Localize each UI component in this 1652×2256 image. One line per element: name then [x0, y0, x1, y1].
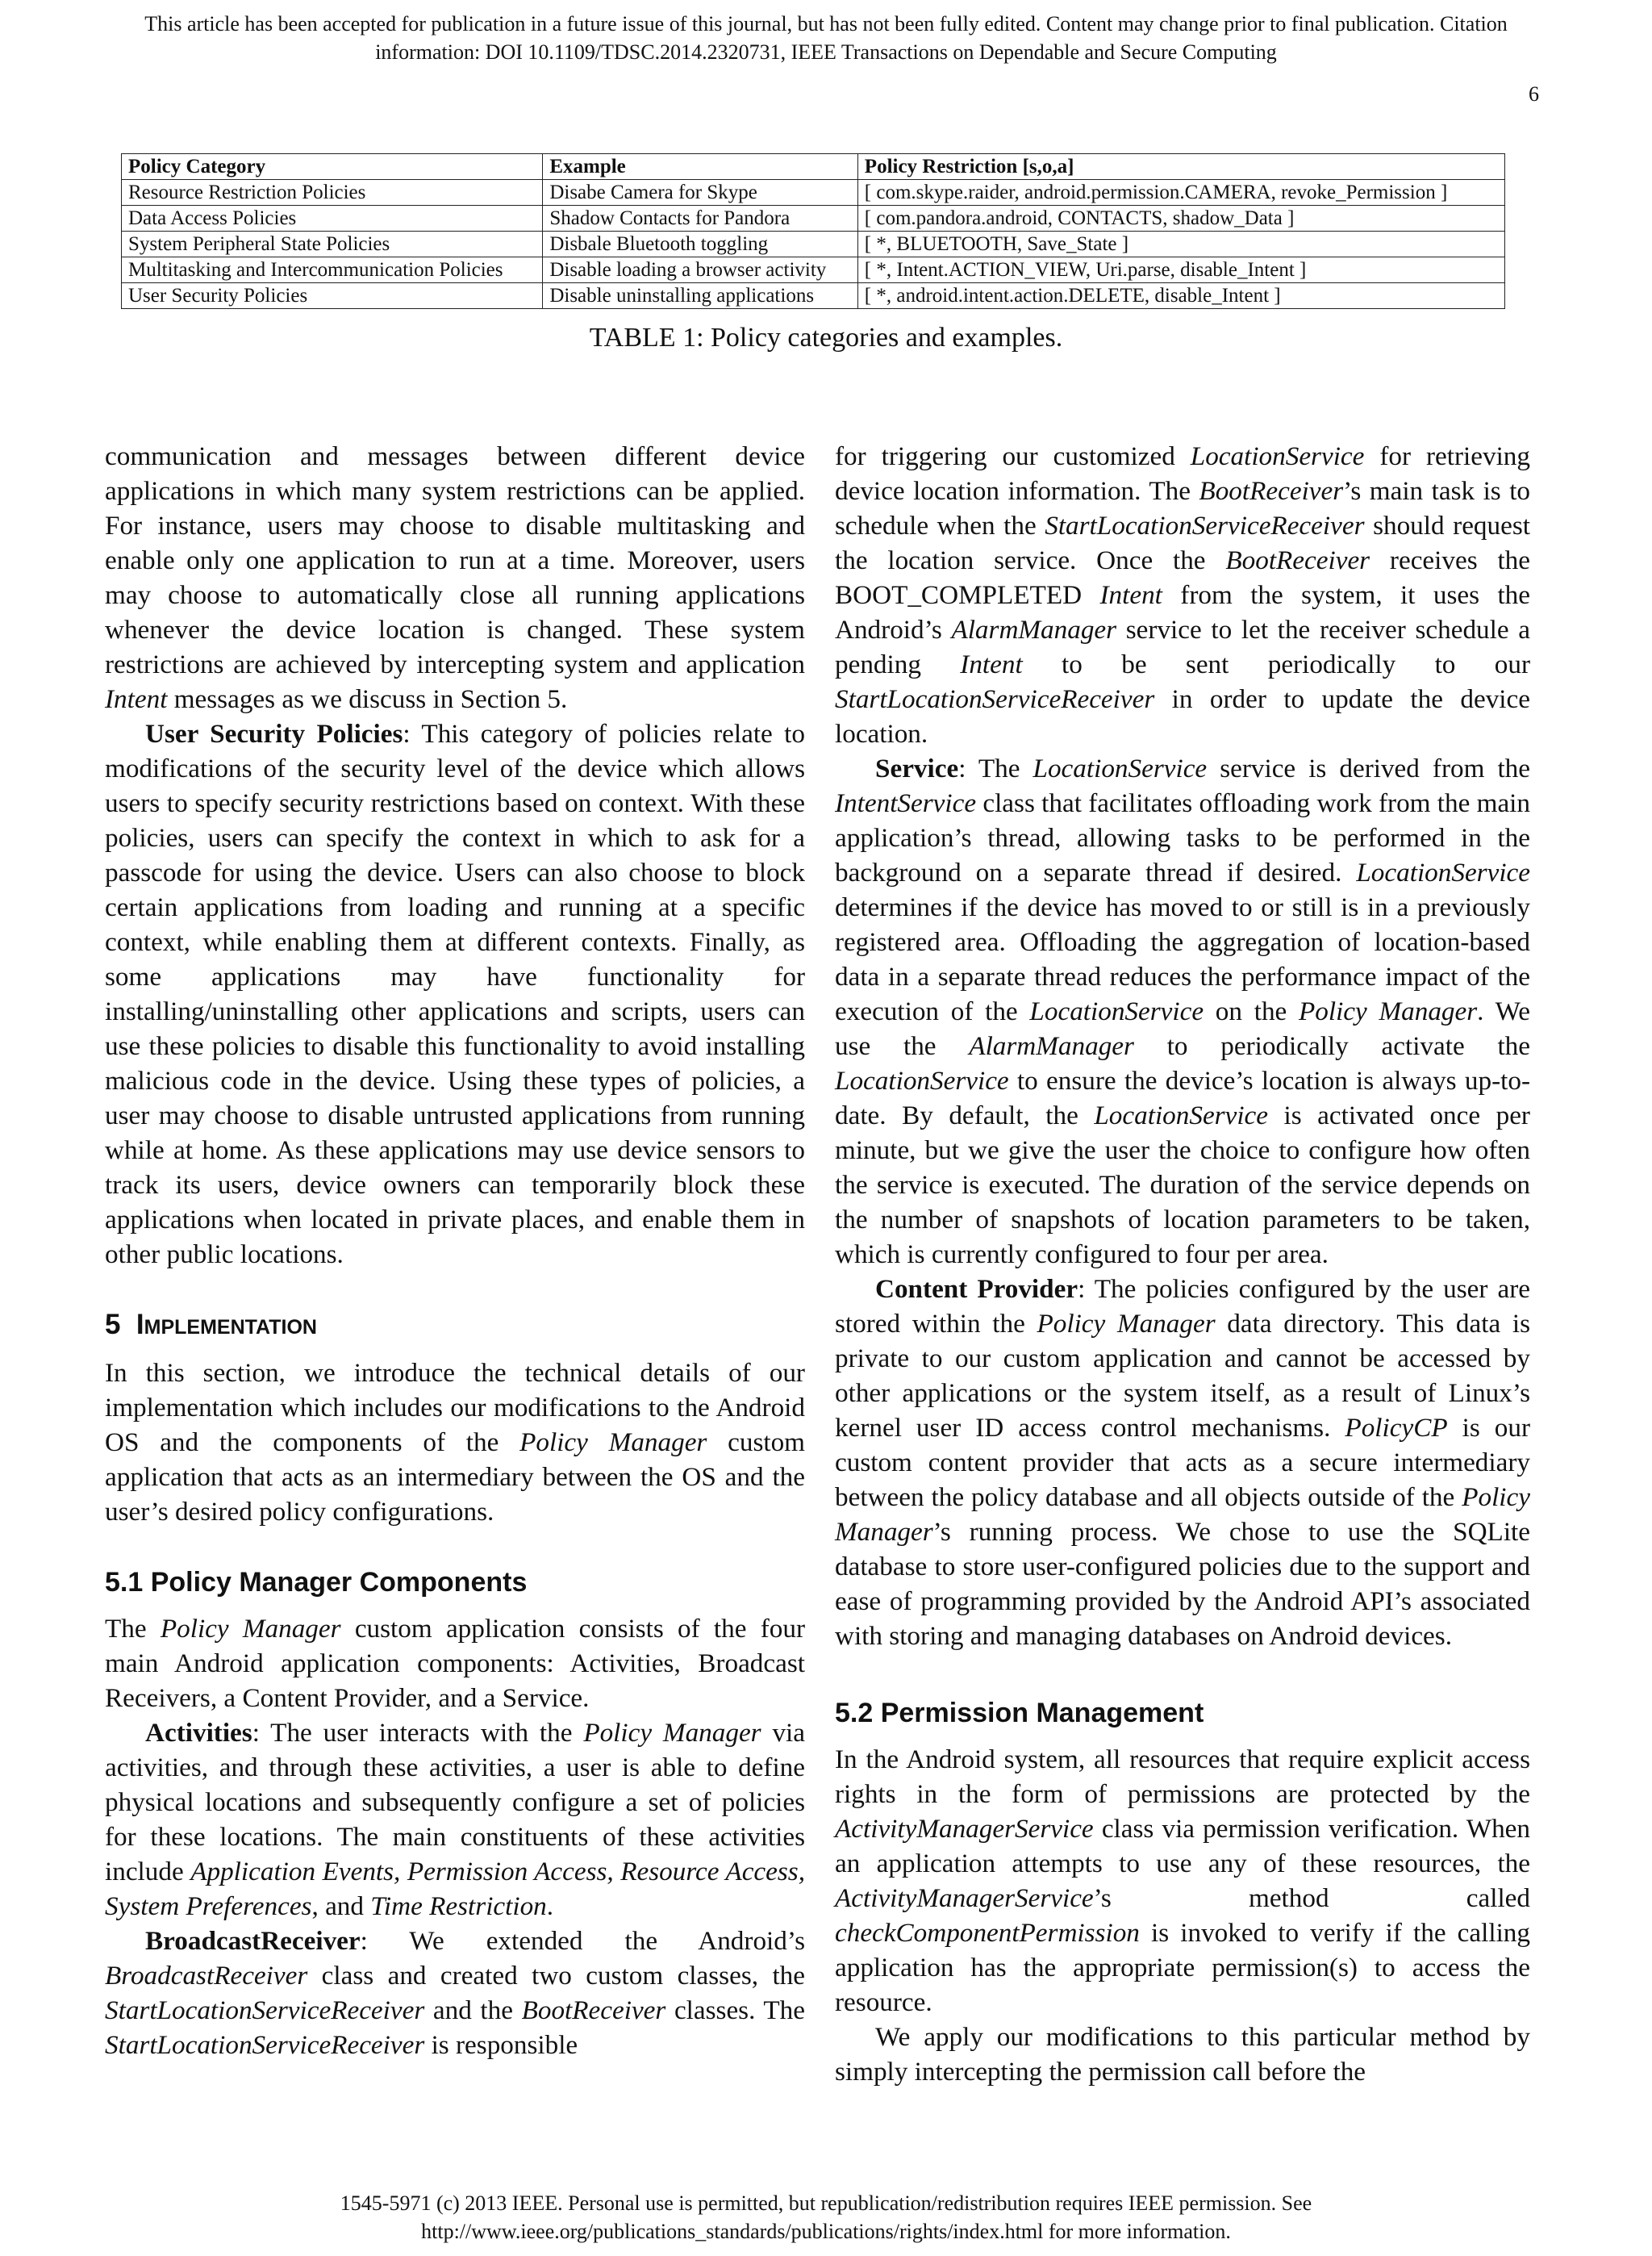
table-cell: Disabe Camera for Skype: [543, 180, 857, 206]
paragraph: BroadcastReceiver: We extended the Android’s BroadcastReceiver class and created two custom classes, the StartLocationServiceReceiver and the BootReceiver classes. The StartLocationServiceReceiver is responsible: [105, 1926, 806, 2060]
run-in-heading: Content Provider: [875, 1274, 1078, 1304]
table-cell: System Peripheral State Policies: [122, 232, 543, 257]
table-cell: [ com.pandora.android, CONTACTS, shadow_Data ]: [857, 206, 1504, 232]
table-cell: Shadow Contacts for Pandora: [543, 206, 857, 232]
section-number: 5: [105, 1309, 121, 1340]
paragraph: User Security Policies: This category of policies relate to modifications of the security level of the device which allows users to specify security restrictions based on context. With these policies, users can specify the context in which to ask for a passcode for using the device. Users can also choose to block certain applications from loading and running at a specific context, while enabling them at different contexts. Finally, as some applications may have functionality for installing/uninstalling other applications and scripts, users can use these policies to disable this functionality to avoid installing malicious code in the device. Using these types of policies, a user may choose to disable untrusted applications from running while at home. As these applications may use device sensors to track its users, device owners can temporarily block these applications when located in private places, and enable them in other public locations.: [105, 719, 805, 1269]
table-cell: User Security Policies: [122, 283, 543, 309]
table-header-row: [122, 154, 1505, 180]
table-header-cell: Policy Category: [122, 154, 543, 180]
copyright-footer: [0, 2189, 1652, 2246]
run-in-heading: User Security Policies: [145, 719, 403, 749]
footer-line-2: http://www.ieee.org/publications_standards/publications/rights/index.html for more information.: [421, 2220, 1231, 2243]
table-cell: [ *, BLUETOOTH, Save_State ]: [857, 232, 1504, 257]
paragraph: In this section, we introduce the technical details of our implementation which includes our modifications to the Android OS and the components of the Policy Manager custom application that acts as an intermediary between the OS and the user’s desired policy configurations.: [105, 1358, 805, 1527]
table-caption: TABLE 1: Policy categories and examples.: [589, 323, 1063, 353]
table-row: [122, 180, 1505, 206]
table-row: [122, 283, 1505, 309]
subsection-heading: 5.2 Permission Management: [835, 1698, 1204, 1728]
paragraph: In the Android system, all resources that require explicit access rights in the form of permissions are protected by the ActivityManagerService class via permission verification. When an application attempts to use any of these resources, the ActivityManagerService’s method called checkComponentPermission is invoked to verify if the calling application has the appropriate permission(s) to access the resource.: [835, 1744, 1530, 2017]
table-cell: [ *, Intent.ACTION_VIEW, Uri.parse, disable_Intent ]: [857, 257, 1504, 283]
table-cell: [ *, android.intent.action.DELETE, disable_Intent ]: [857, 283, 1504, 309]
paragraph: We apply our modifications to this particular method by simply intercepting the permission call before the: [835, 2022, 1530, 2087]
table-cell: Resource Restriction Policies: [122, 180, 543, 206]
paragraph: Content Provider: The policies configured by the user are stored within the Policy Manager data directory. This data is private to our custom application and cannot be accessed by other applications or the system itself, as a result of Linux’s kernel user ID access control mechanisms. PolicyCP is our custom content provider that acts as a secure intermediary between the policy database and all objects outside of the Policy Manager’s running process. We chose to use the SQLite database to store user-configured policies due to the support and ease of programming provided by the Android API’s associated with storing and managing databases on Android devices.: [835, 1274, 1531, 1651]
publication-notice-line-2: information: DOI 10.1109/TDSC.2014.2320731, IEEE Transactions on Dependable and Secure Computing: [375, 40, 1277, 64]
policy-table: [121, 153, 1505, 309]
run-in-heading: BroadcastReceiver: [145, 1926, 361, 1956]
section-heading: [105, 1307, 805, 1343]
publication-notice: [0, 10, 1652, 66]
right-column: [835, 439, 1530, 2089]
table-row: [122, 257, 1505, 283]
subsection-heading: 5.1 Policy Manager Components: [105, 1567, 528, 1598]
footer-line-1: 1545-5971 (c) 2013 IEEE. Personal use is permitted, but republication/redistribution requires IEEE permission. See: [340, 2191, 1312, 2215]
run-in-heading: Activities: [145, 1718, 252, 1748]
table-row: [122, 232, 1505, 257]
table-cell: Disbale Bluetooth toggling: [543, 232, 857, 257]
table-row: [122, 206, 1505, 232]
paragraph: communication and messages between different device applications in which many system restrictions can be applied. For instance, users may choose to disable multitasking and enable only one application to run at a time. Moreover, users may choose to automatically close all running applications whenever the device location is changed. These system restrictions are achieved by intercepting system and application Intent messages as we discuss in Section 5.: [105, 441, 805, 714]
run-in-heading: Service: [875, 754, 959, 783]
table-cell: Multitasking and Intercommunication Policies: [122, 257, 543, 283]
table-cell: Disable loading a browser activity: [543, 257, 857, 283]
publication-notice-line-1: This article has been accepted for publication in a future issue of this journal, but has not been fully edited. Content may change prior to final publication. Citation: [144, 12, 1508, 36]
table-cell: Disable uninstalling applications: [543, 283, 857, 309]
table-cell: Data Access Policies: [122, 206, 543, 232]
paragraph: Service: The LocationService service is derived from the IntentService class that facilitates offloading work from the main application’s thread, allowing tasks to be performed in the background on a separate thread if desired. LocationService determines if the device has moved to or still is in a previously registered area. Offloading the aggregation of location-based data in a separate thread reduces the performance impact of the execution of the LocationService on the Policy Manager. We use the AlarmManager to periodically activate the LocationService to ensure the device’s location is always up-to-date. By default, the LocationService is activated once per minute, but we give the user the choice to configure how often the service is executed. The duration of the service depends on the number of snapshots of location parameters to be taken, which is currently configured to four per area.: [835, 754, 1531, 1269]
paragraph: Activities: The user interacts with the Policy Manager via activities, and through these activities, a user is able to define physical locations and subsequently configure a set of policies for these locations. The main constituents of these activities include Application Events, Permission Access, Resource Access, System Preferences, and Time Restriction.: [105, 1718, 806, 1921]
table-header-cell: Policy Restriction [s,o,a]: [857, 154, 1504, 180]
page-number: 6: [1529, 82, 1539, 106]
paragraph: for triggering our customized LocationService for retrieving device location information. The BootReceiver’s main task is to schedule when the StartLocationServiceReceiver should request the location service. Once the BootReceiver receives the BOOT_COMPLETED Intent from the system, it uses the Android’s AlarmManager service to let the receiver schedule a pending Intent to be sent periodically to our StartLocationServiceReceiver in order to update the device location.: [835, 441, 1531, 749]
table-cell: [ com.skype.raider, android.permission.CAMERA, revoke_Permission ]: [857, 180, 1504, 206]
table-header-cell: Example: [543, 154, 857, 180]
section-title: Implementation: [136, 1309, 317, 1340]
left-column: [105, 439, 805, 2062]
paragraph: The Policy Manager custom application consists of the four main Android application components: Activities, Broadcast Receivers, a Content Provider, and a Service.: [105, 1614, 805, 1713]
